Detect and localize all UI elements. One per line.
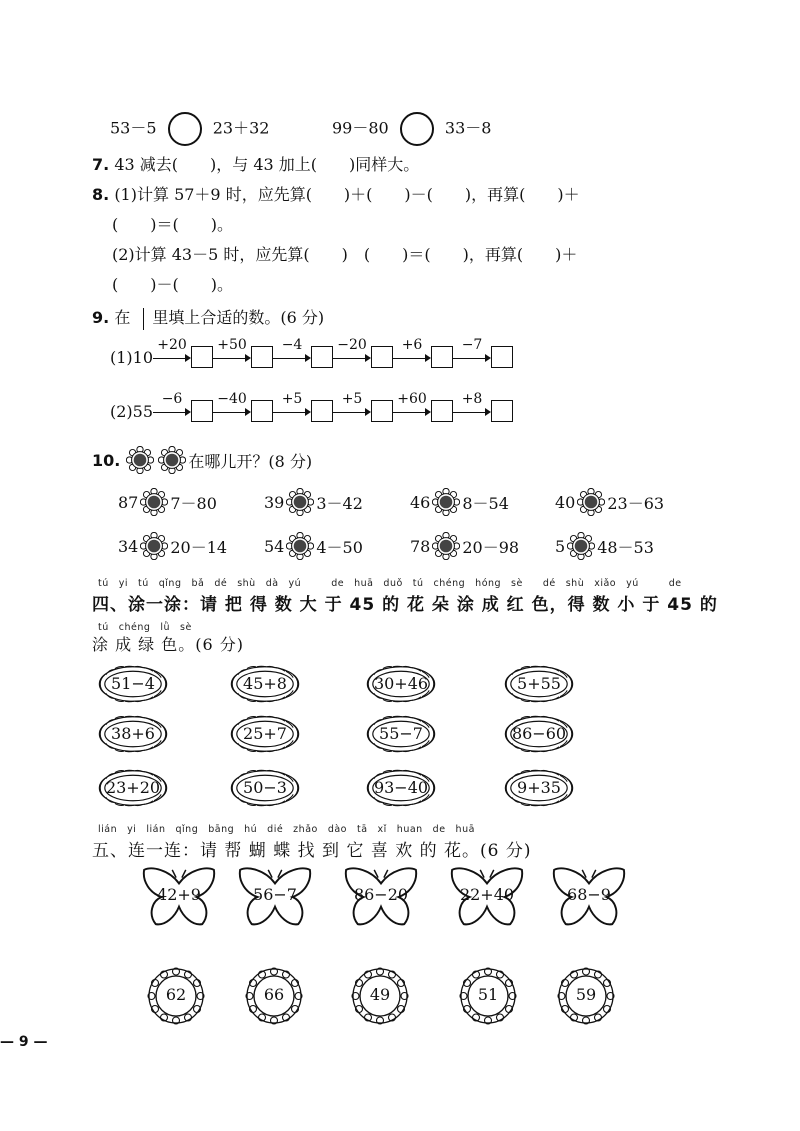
answer-box[interactable] — [251, 346, 273, 368]
question-8-number: 8. — [92, 185, 110, 204]
compare-circle-2[interactable] — [400, 112, 434, 146]
q10-right: 3－42 — [316, 493, 363, 513]
answer-flower-label: 62 — [165, 985, 187, 1004]
answer-flower-label: 51 — [477, 985, 499, 1004]
oval-flower-label: 93−40 — [373, 778, 429, 797]
answer-box[interactable] — [431, 346, 453, 368]
q10-item — [555, 488, 664, 516]
oval-flower-label: 25+7 — [243, 724, 287, 743]
sunflower-icon[interactable] — [286, 488, 314, 516]
q10-right: 4－50 — [316, 537, 363, 557]
section-5-pinyin: lián yi lián qǐng bāng hú dié zhǎo dào tā xǐ huan de huā — [98, 824, 475, 835]
answer-box[interactable] — [311, 400, 333, 422]
oval-flower[interactable] — [364, 768, 438, 808]
q10-right: 23－63 — [607, 493, 665, 513]
q10-item — [264, 488, 363, 516]
question-7 — [92, 152, 419, 175]
question-9-number: 9. — [92, 308, 110, 327]
section-5-heading: 五、连一连：请 帮 蝴 蝶 找 到 它 喜 欢 的 花。(6 分) — [92, 841, 532, 861]
q10-item — [118, 488, 217, 516]
question-9-post: 里填上合适的数。(6 分) — [152, 308, 325, 327]
q10-left: 87 — [118, 492, 139, 512]
answer-box[interactable] — [491, 400, 513, 422]
sunflower-icon[interactable] — [140, 532, 168, 560]
butterfly[interactable] — [550, 866, 628, 928]
butterfly-label: 68−9 — [567, 885, 611, 904]
oval-flower[interactable] — [364, 714, 438, 754]
question-9-heading — [92, 305, 324, 330]
question-10-post: 在哪儿开？(8 分) — [188, 451, 313, 471]
answer-box[interactable] — [371, 346, 393, 368]
section-4-pinyin-2: tú chéng lǜ sè — [98, 622, 192, 633]
question-10-number: 10. — [92, 450, 121, 470]
sunflower-icon[interactable] — [286, 532, 314, 560]
answer-box[interactable] — [251, 400, 273, 422]
oval-flower-label: 38+6 — [111, 724, 155, 743]
q10-left: 54 — [264, 536, 285, 556]
answer-box[interactable] — [191, 346, 213, 368]
butterfly[interactable] — [342, 866, 420, 928]
q10-item — [118, 532, 227, 560]
answer-flower-label: 59 — [575, 985, 597, 1004]
oval-flower[interactable] — [502, 768, 576, 808]
question-8-line-1 — [92, 182, 580, 205]
q10-item — [410, 488, 509, 516]
oval-flower[interactable] — [502, 664, 576, 704]
oval-flower-label: 50−3 — [243, 778, 287, 797]
section-4-heading-2: 涂 成 绿 色。(6 分) — [92, 635, 245, 654]
oval-flower-label: 86−60 — [511, 724, 567, 743]
oval-flower[interactable] — [96, 664, 170, 704]
page-number: — 9 — — [0, 1034, 48, 1050]
question-8-part1: (1)计算 57＋9 时，应先算( )＋( )－( )，再算( )＋ — [114, 185, 580, 204]
chain-arrow: +6 — [393, 347, 431, 367]
question-9-chain-1 — [110, 337, 513, 368]
chain-arrow: −20 — [333, 347, 371, 367]
compare-left-right: 23＋32 — [212, 118, 270, 138]
q10-item — [410, 532, 519, 560]
answer-flower[interactable] — [458, 966, 518, 1026]
oval-flower-label: 30+46 — [373, 674, 429, 693]
chain-arrow: −4 — [273, 347, 311, 367]
question-7-text: 43 减去( )，与 43 加上( )同样大。 — [114, 155, 420, 174]
chain-arrow: +5 — [273, 401, 311, 421]
q10-right: 48－53 — [597, 537, 654, 557]
answer-box[interactable] — [371, 400, 393, 422]
sunflower-icon[interactable] — [577, 488, 605, 516]
question-7-number: 7. — [92, 155, 110, 174]
q10-right: 20－14 — [170, 537, 228, 557]
q10-item — [264, 532, 363, 560]
oval-flower[interactable] — [364, 664, 438, 704]
q10-right: 8－54 — [462, 493, 509, 513]
question-9-chain-2 — [110, 391, 513, 422]
chain-arrow: +50 — [213, 347, 251, 367]
q10-left: 78 — [410, 536, 431, 556]
chain-2-start: (2)55 — [110, 401, 154, 421]
butterfly[interactable] — [448, 866, 526, 928]
chain-arrow: +20 — [153, 347, 191, 367]
blank-box-sample — [143, 308, 144, 330]
answer-flower-label: 66 — [263, 985, 285, 1004]
question-10-heading — [92, 446, 312, 474]
oval-flower[interactable] — [96, 768, 170, 808]
section-4-heading: 四、涂一涂：请 把 得 数 大 于 45 的 花 朵 涂 成 红 色，得 数 小 于 45 的 — [92, 595, 718, 615]
answer-flower[interactable] — [556, 966, 616, 1026]
compare-left-expr: 53－5 — [110, 118, 157, 138]
compare-circle-1[interactable] — [168, 112, 202, 146]
oval-flower-label: 9+35 — [517, 778, 561, 797]
oval-flower-label: 5+55 — [517, 674, 561, 693]
oval-flower[interactable] — [228, 664, 302, 704]
butterfly-label: 86−20 — [353, 885, 409, 904]
oval-flower[interactable] — [502, 714, 576, 754]
butterfly-label: 56−7 — [253, 885, 297, 904]
answer-flower[interactable] — [350, 966, 410, 1026]
chain-arrow: +8 — [453, 401, 491, 421]
answer-flower-label: 49 — [369, 985, 391, 1004]
sunflower-icon[interactable] — [140, 488, 168, 516]
answer-box[interactable] — [431, 400, 453, 422]
question-9-pre: 在 — [114, 308, 131, 327]
question-8-line-3: (2)计算 43－5 时，应先算( ) ( )＝( )，再算( )＋ — [112, 245, 578, 264]
sunflower-icon[interactable] — [432, 532, 460, 560]
chain-arrow: −7 — [453, 347, 491, 367]
sunflower-icon[interactable] — [567, 532, 595, 560]
q10-right: 20－98 — [462, 537, 520, 557]
section-4-pinyin: tú yi tú qǐng bǎ dé shù dà yú de huā duǒ tú chéng hóng sè dé shù xiǎo yú de — [98, 578, 682, 589]
oval-flower-label: 23+20 — [105, 778, 161, 797]
butterfly[interactable] — [236, 866, 314, 928]
answer-box[interactable] — [311, 346, 333, 368]
q10-right: 7－80 — [170, 493, 217, 513]
q10-left: 34 — [118, 536, 139, 556]
q10-left: 39 — [264, 492, 285, 512]
q10-left: 40 — [555, 492, 576, 512]
compare-right-expr: 99－80 — [332, 118, 389, 138]
butterfly-label: 42+9 — [157, 885, 201, 904]
chain-arrow: −6 — [153, 401, 191, 421]
chain-1-start: (1)10 — [110, 347, 154, 367]
question-8-line-4: ( )－( )。 — [112, 275, 233, 294]
sunflower-icon — [158, 446, 186, 474]
butterfly[interactable] — [140, 866, 218, 928]
answer-box[interactable] — [191, 400, 213, 422]
oval-flower[interactable] — [96, 714, 170, 754]
answer-box[interactable] — [491, 346, 513, 368]
oval-flower-label: 55−7 — [379, 724, 423, 743]
oval-flower[interactable] — [228, 714, 302, 754]
sunflower-icon — [126, 446, 154, 474]
chain-arrow: +5 — [333, 401, 371, 421]
compare-right-right: 33－8 — [444, 118, 492, 138]
butterfly-label: 22+40 — [459, 885, 515, 904]
chain-arrow: +60 — [393, 401, 431, 421]
answer-flower[interactable] — [146, 966, 206, 1026]
oval-flower-label: 45+8 — [243, 674, 287, 693]
answer-flower[interactable] — [244, 966, 304, 1026]
question-8-line-2: ( )＝( )。 — [112, 215, 233, 234]
compare-row-2 — [332, 112, 491, 146]
compare-row — [110, 112, 269, 146]
oval-flower-label: 51−4 — [111, 674, 155, 693]
q10-left: 46 — [410, 492, 431, 512]
sunflower-icon[interactable] — [432, 488, 460, 516]
oval-flower[interactable] — [228, 768, 302, 808]
chain-arrow: −40 — [213, 401, 251, 421]
q10-left: 5 — [555, 536, 566, 556]
q10-item — [555, 532, 654, 560]
